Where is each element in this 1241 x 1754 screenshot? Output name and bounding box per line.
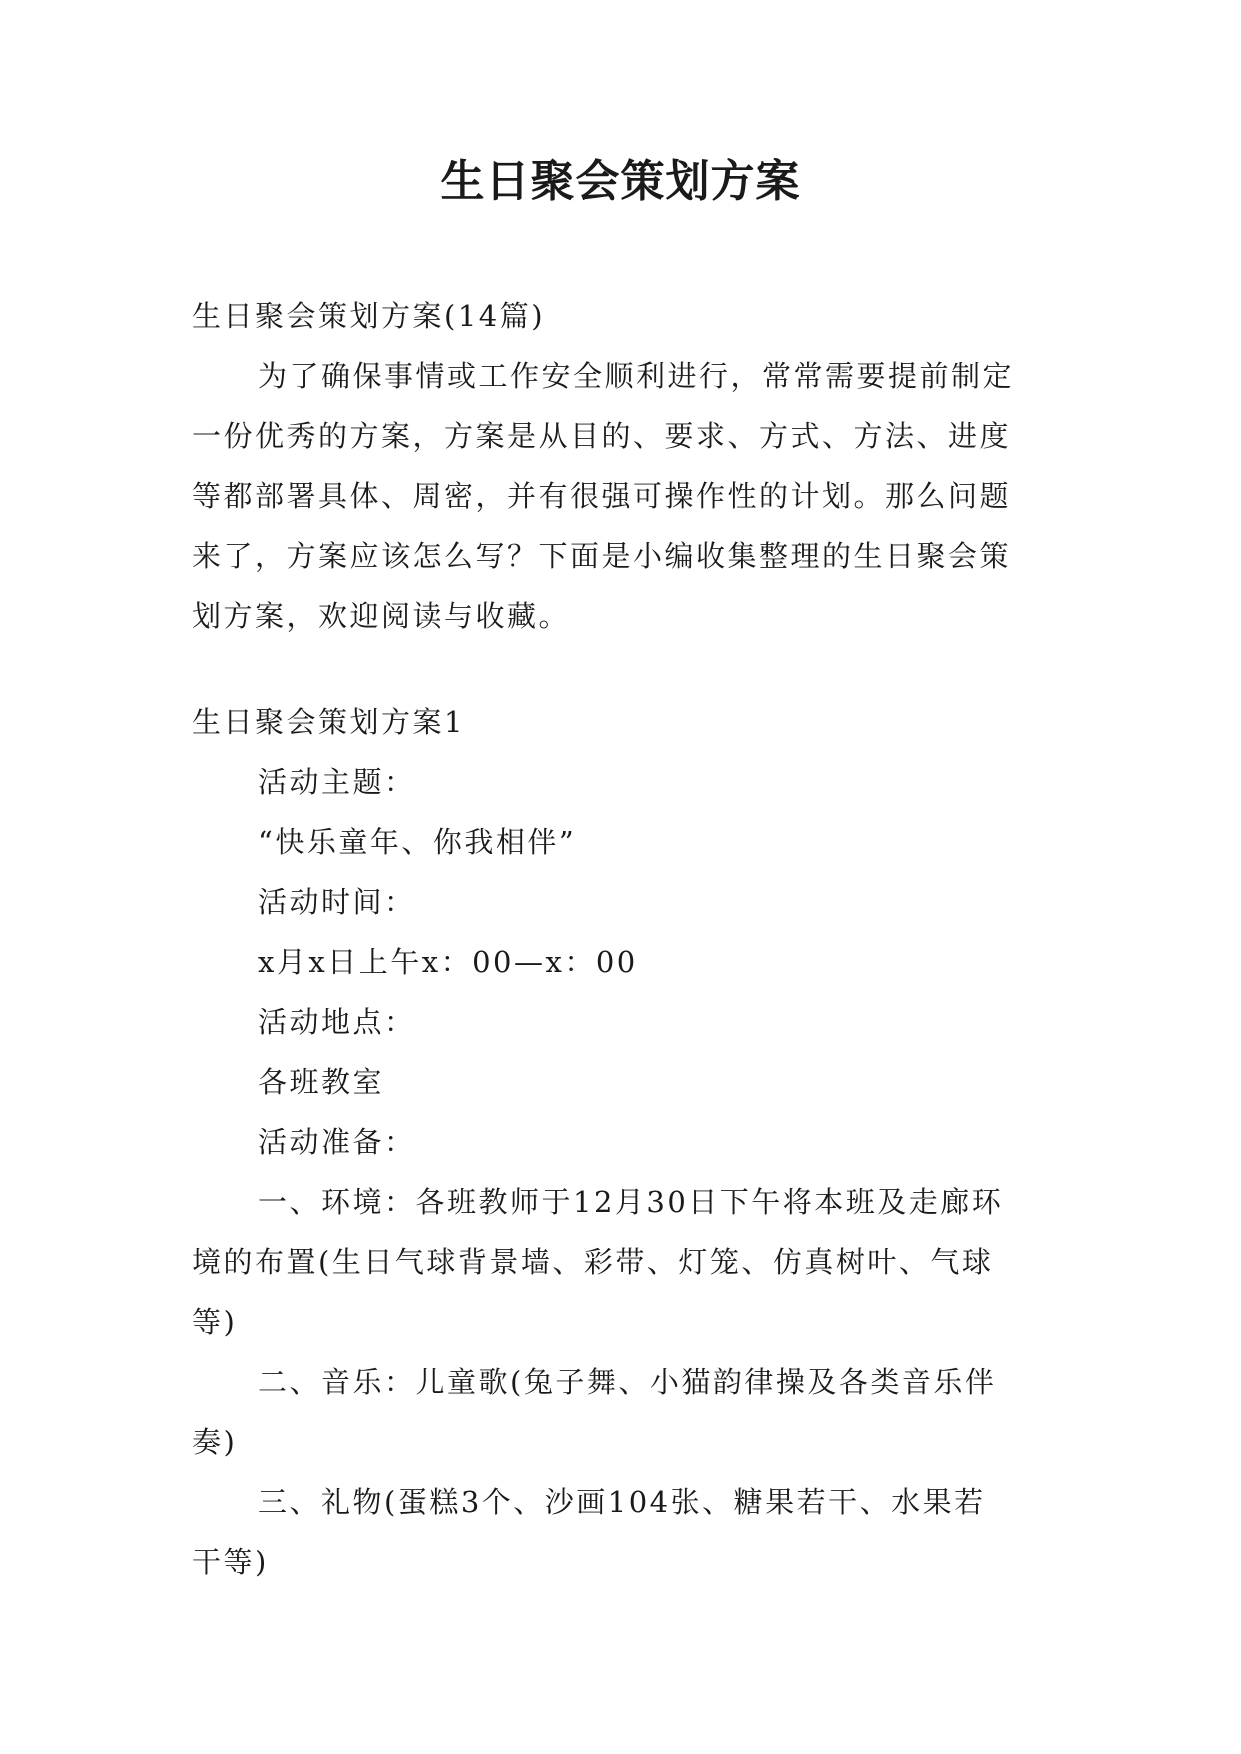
- place-label: 活动地点：: [258, 1005, 416, 1039]
- document-subtitle: 生日聚会策划方案(14篇): [192, 299, 546, 333]
- intro-line: 来了，方案应该怎么写？下面是小编收集整理的生日聚会策: [192, 539, 1012, 573]
- prep-label: 活动准备：: [258, 1125, 416, 1159]
- prep-item-gifts: 三、礼物(蛋糕3个、沙画104张、糖果若干、水果若: [258, 1485, 986, 1519]
- prep-item-environment: 境的布置(生日气球背景墙、彩带、灯笼、仿真树叶、气球: [192, 1245, 994, 1279]
- theme-value: “快乐童年、你我相伴”: [258, 825, 577, 859]
- prep-item-music: 二、音乐：儿童歌(兔子舞、小猫韵律操及各类音乐伴: [258, 1365, 997, 1399]
- time-label: 活动时间：: [258, 885, 416, 919]
- prep-item-gifts: 干等): [192, 1545, 269, 1579]
- theme-label: 活动主题：: [258, 765, 416, 799]
- prep-item-environment: 等): [192, 1305, 238, 1339]
- document-body: [192, 286, 1058, 1592]
- place-value: 各班教室: [258, 1065, 385, 1099]
- prep-item-music: 奏): [192, 1425, 238, 1459]
- document-title: 生日聚会策划方案: [440, 156, 801, 207]
- intro-line: 等都部署具体、周密，并有很强可操作性的计划。那么问题: [192, 479, 1012, 513]
- intro-line: 为了确保事情或工作安全顺利进行，常常需要提前制定: [258, 359, 1015, 393]
- section-spacer: [192, 646, 1058, 692]
- section-heading: 生日聚会策划方案1: [192, 705, 465, 739]
- prep-item-environment: 一、环境：各班教师于12月30日下午将本班及走廊环: [258, 1185, 1004, 1219]
- intro-line: 一份优秀的方案，方案是从目的、要求、方式、方法、进度: [192, 419, 1012, 453]
- intro-line: 划方案，欢迎阅读与收藏。: [192, 599, 571, 633]
- time-value: x月x日上午x：00—x：00: [258, 945, 638, 979]
